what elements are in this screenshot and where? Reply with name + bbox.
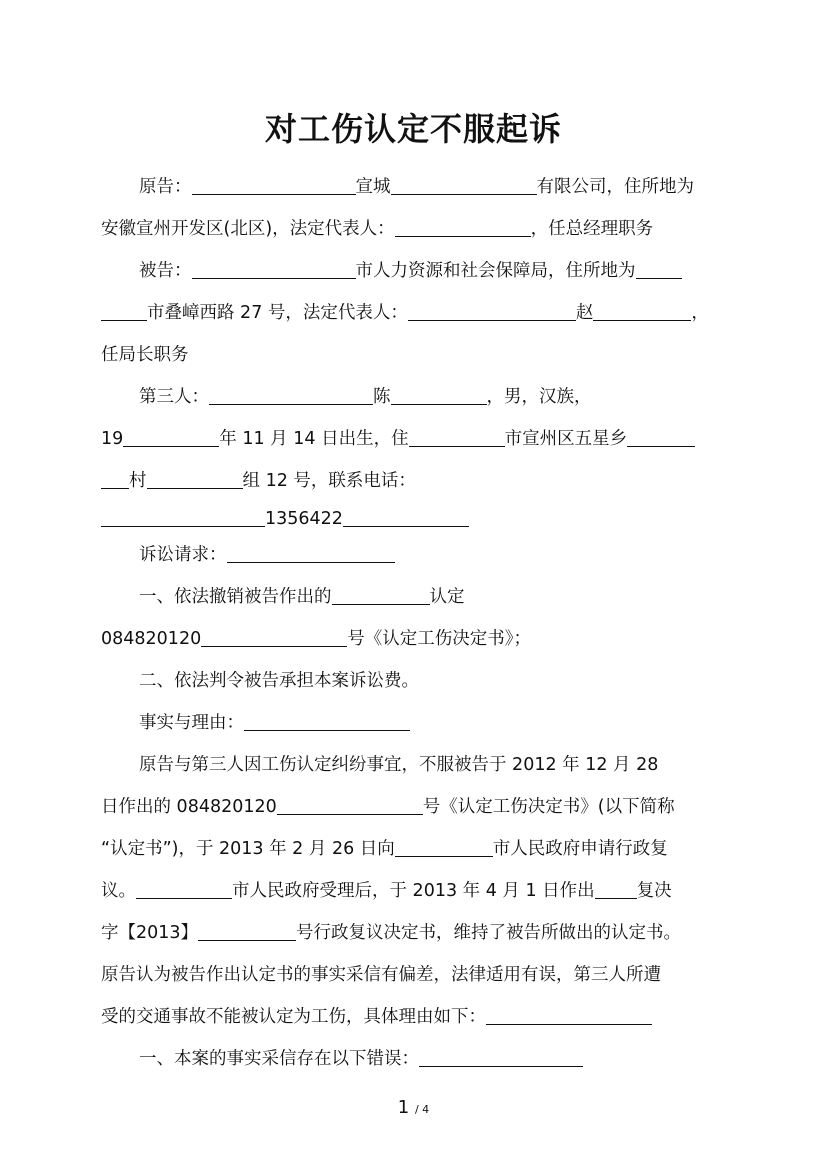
blank-field[interactable] <box>136 880 232 899</box>
text: 号《认定工伤决定书》； <box>347 629 531 649</box>
blank-field[interactable] <box>147 470 243 489</box>
blank-field[interactable] <box>395 218 531 237</box>
facts-para-2 <box>101 794 675 820</box>
text: 复决 <box>636 881 672 901</box>
text: 市叠嶂西路 27 号，法定代表人： <box>147 303 408 323</box>
text: 19 <box>101 429 124 449</box>
claims-heading <box>139 542 395 568</box>
text: 原告： <box>139 177 192 197</box>
text: 任局长职务 <box>101 345 189 365</box>
text: ， <box>691 303 709 323</box>
text: 市人力资源和社会保障局，住所地为 <box>355 261 636 281</box>
current-page: 1 <box>397 1097 410 1118</box>
blank-field[interactable] <box>201 628 347 647</box>
facts-para-6 <box>101 962 661 988</box>
text: 084820120 <box>101 629 202 649</box>
text: 市宣州区五星乡 <box>504 429 628 449</box>
document-title: 对工伤认定不服起诉 <box>264 110 562 148</box>
claim-2 <box>139 668 419 694</box>
text: 原告与第三人因工伤认定纠纷事宜，不服被告于 2012 年 12 月 28 <box>139 755 659 775</box>
blank-field[interactable] <box>627 428 695 447</box>
phone-number: 1356422 <box>265 509 343 529</box>
text: “认定书”)，于 2013 年 2 月 26 日向 <box>101 839 395 859</box>
facts-para-4 <box>101 878 672 904</box>
blank-field[interactable] <box>343 508 469 527</box>
text: 赵 <box>575 303 594 323</box>
text: 安徽宣州开发区(北区)，法定代表人： <box>101 219 395 239</box>
blank-field[interactable] <box>332 586 430 605</box>
text: 事实与理由： <box>139 713 244 733</box>
blank-field[interactable] <box>636 260 682 279</box>
text: 诉讼请求： <box>139 545 227 565</box>
blank-field[interactable] <box>391 386 487 405</box>
text: 市人民政府受理后，于 2013 年 4 月 1 日作出 <box>232 881 595 901</box>
text: 一、本案的事实采信存在以下错误： <box>139 1049 419 1069</box>
page-number <box>0 1097 827 1118</box>
blank-field[interactable] <box>101 470 129 489</box>
text: 原告认为被告作出认定书的事实采信有偏差，法律适用有误，第三人所遭 <box>101 965 661 985</box>
blank-field[interactable] <box>101 302 147 321</box>
text: 第三人： <box>139 387 209 407</box>
text: 日作出的 084820120 <box>101 797 277 817</box>
text: 受的交通事故不能被认定为工伤，具体理由如下： <box>101 1007 486 1027</box>
blank-field[interactable] <box>409 428 505 447</box>
text: 组 12 号，联系电话： <box>242 471 416 491</box>
text: ，任总经理职务 <box>530 219 654 239</box>
text: 村 <box>129 471 147 491</box>
text: 一、依法撤销被告作出的 <box>139 587 332 607</box>
plaintiff-line <box>139 174 694 200</box>
defendant-line-2 <box>101 300 709 326</box>
text: 宣城 <box>355 177 391 197</box>
text: 陈 <box>373 387 391 407</box>
text: 年 11 月 14 日出生，住 <box>219 429 409 449</box>
phone-line <box>101 506 469 532</box>
facts-para-5 <box>101 920 681 946</box>
blank-field[interactable] <box>192 260 356 279</box>
error-heading <box>139 1046 583 1072</box>
blank-field[interactable] <box>408 302 576 321</box>
claim-1 <box>139 584 465 610</box>
third-party-line-2 <box>101 426 695 452</box>
text: 被告： <box>139 261 192 281</box>
blank-field[interactable] <box>123 428 219 447</box>
claim-1-cont <box>101 626 531 652</box>
text: 号行政复议决定书，维持了被告所做出的认定书。 <box>296 923 682 943</box>
text: 号《认定工伤决定书》(以下简称 <box>422 797 675 817</box>
defendant-line-3 <box>101 342 189 368</box>
blank-field[interactable] <box>101 508 265 527</box>
blank-field[interactable] <box>209 386 373 405</box>
total-pages: / 4 <box>414 1103 430 1116</box>
plaintiff-line-2 <box>101 216 653 242</box>
text: 市人民政府申请行政复 <box>492 839 668 859</box>
blank-field[interactable] <box>419 1048 583 1067</box>
third-party-line <box>139 384 592 410</box>
facts-para-1 <box>139 752 658 778</box>
blank-field[interactable] <box>486 1006 652 1025</box>
third-party-line-3 <box>101 468 416 494</box>
blank-field[interactable] <box>227 544 395 563</box>
facts-para-7 <box>101 1004 652 1030</box>
text: ，男，汉族， <box>486 387 592 407</box>
text: 有限公司，住所地为 <box>536 177 694 197</box>
facts-para-3 <box>101 836 668 862</box>
blank-field[interactable] <box>595 880 637 899</box>
blank-field[interactable] <box>244 712 410 731</box>
blank-field[interactable] <box>391 176 537 195</box>
blank-field[interactable] <box>198 922 296 941</box>
text: 二、依法判令被告承担本案诉讼费。 <box>139 671 419 691</box>
blank-field[interactable] <box>593 302 691 321</box>
text: 字【2013】 <box>101 923 199 943</box>
text: 议。 <box>101 881 136 901</box>
facts-heading <box>139 710 410 736</box>
text: 认定 <box>429 587 465 607</box>
blank-field[interactable] <box>277 796 423 815</box>
defendant-line <box>139 258 682 284</box>
blank-field[interactable] <box>192 176 356 195</box>
blank-field[interactable] <box>395 838 493 857</box>
